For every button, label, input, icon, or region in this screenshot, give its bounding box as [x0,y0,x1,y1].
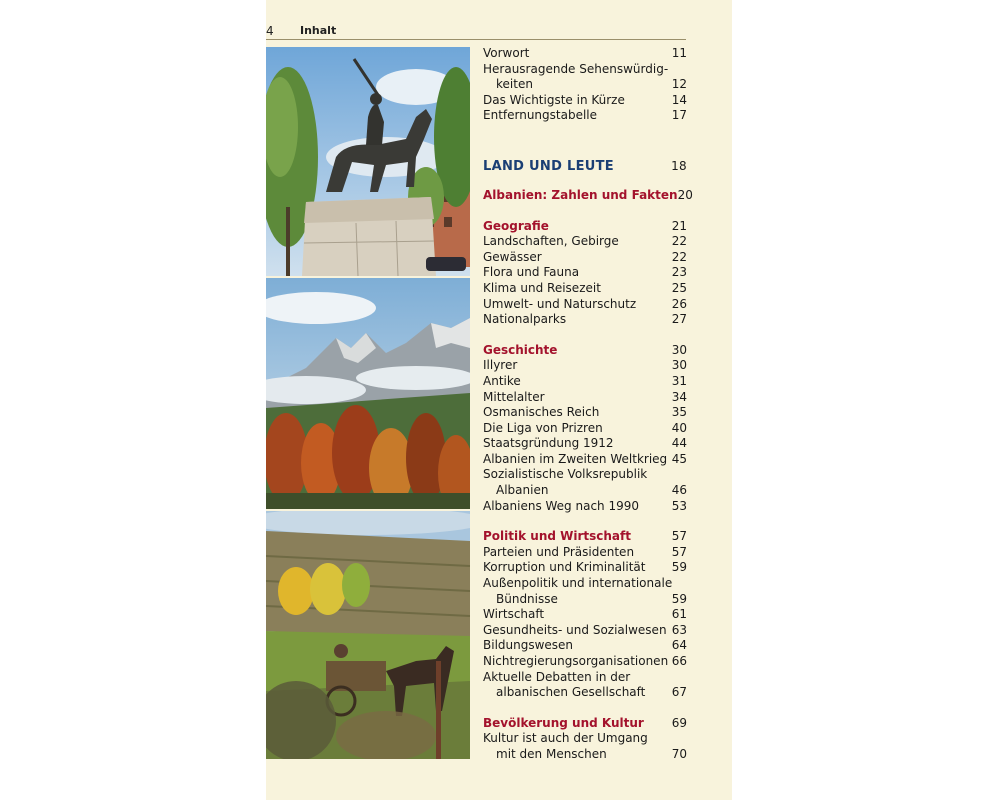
toc-entry-page: 27 [671,312,687,327]
toc-section[interactable] [483,529,687,545]
toc-entry-title: Das Wichtigste in Kürze [483,92,625,107]
toc-entry[interactable] [483,623,687,639]
toc-entry-page: 22 [671,249,687,264]
page-number: 4 [266,24,274,38]
toc-entry-page: 11 [671,46,687,60]
toc-entry-page: 44 [671,436,687,451]
toc-entry-title-cont: Albanien [496,483,549,498]
toc-entry-title-cont: mit den Menschen [496,746,607,761]
toc-entry[interactable] [483,250,687,266]
toc-entry[interactable] [483,46,687,62]
toc-entry[interactable] [483,607,687,623]
toc-entry-title-cont: keiten [496,77,533,92]
toc-section-title: Albanien: Zahlen und Fakten [483,187,678,202]
toc-entry-page: 59 [671,591,687,606]
toc-entry-page: 63 [671,622,687,637]
toc-entry-title: Gewässer [483,249,542,264]
toc-main-section[interactable] [483,157,687,176]
toc-entry[interactable] [483,93,687,109]
toc-entry-page: 23 [671,265,687,280]
toc-entry-page: 46 [671,483,687,498]
toc-entry-title: Klima und Reisezeit [483,280,601,295]
toc-section-page: 21 [671,218,687,233]
toc-section-title: Geografie [483,218,549,233]
toc-entry-continuation[interactable] [483,483,687,499]
toc-entry[interactable] [483,405,687,421]
toc-section-title: Geschichte [483,342,558,357]
toc-entry-title: Osmanisches Reich [483,405,600,420]
toc-section-page: 30 [671,342,687,357]
toc-entry-title: Kultur ist auch der Umgang [483,731,648,746]
toc-entry[interactable] [483,560,687,576]
toc-section[interactable] [483,716,687,732]
toc-entry[interactable] [483,499,687,515]
toc-entry-title: Aktuelle Debatten in der [483,669,631,684]
toc-entry-title: Landschaften, Gebirge [483,234,619,249]
toc-section-page: 57 [671,529,687,544]
toc-entry-title: Illyrer [483,358,518,373]
toc-entry-title: Antike [483,373,521,388]
toc-section-page: 20 [677,187,693,202]
toc-entry-title: Staatsgründung 1912 [483,436,614,451]
toc-entry-continuation[interactable] [483,685,687,701]
toc-main-section-title: LAND UND LEUTE [483,158,614,174]
toc-entry-page: 12 [671,77,687,92]
toc-entry-page: 14 [671,92,687,107]
toc-entry[interactable] [483,670,687,686]
toc-entry-continuation[interactable] [483,592,687,608]
toc-main-section-page: 18 [671,158,687,173]
toc-entry[interactable] [483,62,687,78]
toc-entry-page: 61 [671,607,687,622]
toc-entry-title: Flora und Fauna [483,265,580,280]
toc-intro [483,46,687,124]
toc-entry[interactable] [483,452,687,468]
toc-entry-page: 67 [671,685,687,700]
toc-section[interactable] [483,343,687,359]
toc-entry-title: Albaniens Weg nach 1990 [483,498,639,513]
toc-entry-title: Nichtregierungsorganisationen [483,654,669,668]
toc-entry[interactable] [483,265,687,281]
toc-entry-continuation[interactable] [483,747,687,763]
toc-entry-title: Entfernungstabelle [483,108,598,123]
toc-entry-page: 40 [671,420,687,435]
toc-entry[interactable] [483,358,687,374]
table-of-contents [483,46,693,763]
statue-photo [266,47,470,276]
toc-entry[interactable] [483,281,687,297]
toc-entry[interactable] [483,638,687,654]
header-rule [266,39,686,40]
toc-entry-page: 26 [671,296,687,311]
toc-entry-page: 17 [671,108,687,123]
toc-entry-title: Gesundheits- und Sozialwesen [483,622,667,637]
toc-entry-page: 66 [671,654,687,668]
toc-entry-title: Vorwort [483,46,530,60]
toc-entry-title: Bildungswesen [483,638,574,653]
toc-entry[interactable] [483,576,687,592]
toc-entry-title: Außenpolitik und internationale [483,576,673,591]
toc-entry-title: Albanien im Zweiten Weltkrieg [483,451,668,466]
toc-entry-title-cont: albanischen Gesellschaft [496,685,646,700]
toc-entry-page: 31 [671,373,687,388]
toc-entry-page: 35 [671,405,687,420]
toc-entry[interactable] [483,312,687,328]
toc-entry[interactable] [483,436,687,452]
toc-entry-page: 57 [671,544,687,559]
toc-entry[interactable] [483,421,687,437]
toc-entry-title: Die Liga von Prizren [483,420,603,435]
toc-entry-title: Korruption und Kriminalität [483,560,646,575]
toc-entry-page: 53 [671,498,687,513]
toc-entry-title: Umwelt- und Naturschutz [483,296,637,311]
toc-section-title: Politik und Wirtschaft [483,529,631,544]
toc-entry[interactable] [483,545,687,561]
toc-entry-page: 30 [671,358,687,373]
toc-entry[interactable] [483,234,687,250]
toc-entry-page: 70 [671,746,687,761]
toc-entry[interactable] [483,731,687,747]
running-header: Inhalt [300,24,337,37]
toc-entry-title: Parteien und Präsidenten [483,544,635,559]
toc-entry[interactable] [483,374,687,390]
toc-entry-title: Mittelalter [483,389,545,404]
toc-entry-page: 59 [671,560,687,575]
toc-section-page: 69 [671,715,687,730]
toc-section-title: Bevölkerung und Kultur [483,715,644,730]
toc-entry[interactable] [483,654,687,670]
toc-section[interactable] [483,187,693,204]
toc-entry-title: Nationalparks [483,312,567,327]
toc-entry[interactable] [483,467,687,483]
toc-entry[interactable] [483,108,687,124]
toc-section[interactable] [483,219,687,235]
toc-entry-title: Sozialistische Volksrepublik [483,467,648,482]
toc-entry-title: Herausragende Sehenswürdig- [483,61,669,76]
toc-entry-title: Wirtschaft [483,607,545,622]
toc-entry-title-cont: Bündnisse [496,591,558,606]
toc-entry-page: 22 [671,234,687,249]
toc-entry-continuation[interactable] [483,77,687,93]
toc-entry-page: 25 [671,280,687,295]
toc-entry[interactable] [483,390,687,406]
toc-entry-page: 64 [671,638,687,653]
farm-photo [266,511,470,759]
toc-entry-page: 45 [671,451,687,466]
toc-entry[interactable] [483,297,687,313]
mountains-photo [266,278,470,509]
toc-entry-page: 34 [671,389,687,404]
